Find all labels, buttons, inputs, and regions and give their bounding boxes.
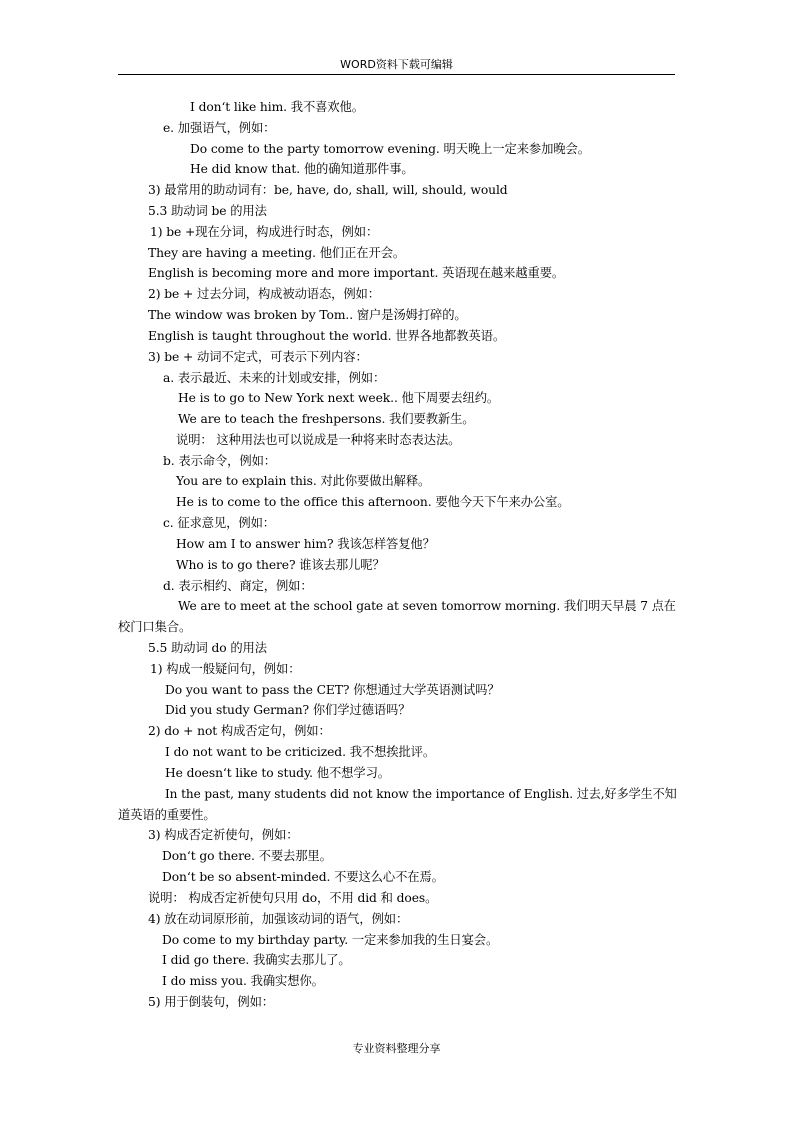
text-line: a. 表示最近、未来的计划或安排，例如： bbox=[163, 371, 386, 385]
page-footer: 专业资料整理分享 bbox=[352, 1042, 441, 1055]
text-line: Don‘t go there. 不要去那里。 bbox=[162, 849, 332, 863]
text-line: They are having a meeting. 他们正在开会。 bbox=[148, 246, 406, 260]
text-line: 校门口集合。 bbox=[118, 620, 192, 634]
text-line: 3) 构成否定祈使句，例如： bbox=[148, 828, 299, 842]
section-heading: 5.3 助动词 be 的用法 bbox=[148, 204, 267, 218]
text-line: Did you study German? 你们学过德语吗？ bbox=[165, 703, 411, 717]
text-line: 道英语的重要性。 bbox=[118, 808, 216, 822]
text-line: 1) be +现在分词，构成进行时态，例如： bbox=[150, 225, 379, 239]
text-line: 4) 放在动词原形前，加强该动词的语气，例如： bbox=[148, 912, 409, 926]
text-line: I did go there. 我确实去那儿了。 bbox=[162, 953, 351, 967]
text-line: Do you want to pass the CET? 你想通过大学英语测试吗？ bbox=[165, 683, 500, 697]
text-line: I don‘t like him. 我不喜欢他。 bbox=[190, 100, 364, 114]
text-line: English is becoming more and more important. 英语现在越来越重要。 bbox=[148, 266, 565, 280]
text-line: In the past, many students did not know the importance of English. 过去,好多学生不知 bbox=[165, 787, 677, 801]
text-line: c. 征求意见，例如： bbox=[163, 516, 275, 530]
text-line: You are to explain this. 对此你要做出解释。 bbox=[176, 474, 431, 488]
text-line: English is taught throughout the world. 世界各地都教英语。 bbox=[148, 329, 506, 343]
text-line: Do come to my birthday party. 一定来参加我的生日宴会。 bbox=[162, 933, 499, 947]
text-line: He is to go to New York next week.. 他下周要去纽约。 bbox=[178, 391, 500, 405]
text-line: I do miss you. 我确实想你。 bbox=[162, 974, 324, 988]
text-line: 2) be + 过去分词，构成被动语态，例如： bbox=[148, 287, 380, 301]
page-header: WORD资料下载可编辑 bbox=[340, 58, 453, 71]
text-line: I do not want to be criticized. 我不想挨批评。 bbox=[165, 745, 436, 759]
text-line: 说明： 这种用法也可以说成是一种将来时态表达法。 bbox=[176, 433, 461, 447]
text-line: We are to meet at the school gate at seven tomorrow morning. 我们明天早晨 7 点在 bbox=[178, 599, 676, 613]
text-line: d. 表示相约、商定，例如： bbox=[163, 579, 313, 593]
text-line: 2) do + not 构成否定句，例如： bbox=[148, 724, 331, 738]
text-line: 3) be + 动词不定式，可表示下列内容： bbox=[148, 350, 368, 364]
text-line: He is to come to the office this afternoon. 要他今天下午来办公室。 bbox=[176, 495, 570, 509]
section-heading: 5.5 助动词 do 的用法 bbox=[148, 641, 267, 655]
text-line: e. 加强语气，例如： bbox=[163, 121, 276, 135]
text-line: Don‘t be so absent-minded. 不要这么心不在焉。 bbox=[162, 870, 444, 884]
text-line: Who is to go there? 谁该去那儿呢？ bbox=[176, 558, 385, 572]
text-line: b. 表示命令，例如： bbox=[163, 454, 276, 468]
text-line: 说明： 构成否定祈使句只用 do，不用 did 和 does。 bbox=[148, 891, 438, 905]
text-line: 5) 用于倒装句，例如： bbox=[148, 995, 275, 1009]
text-line: We are to teach the freshpersons. 我们要教新生。 bbox=[178, 412, 475, 426]
text-line: He doesn‘t like to study. 他不想学习。 bbox=[165, 766, 390, 780]
text-line: 1) 构成一般疑问句，例如： bbox=[150, 662, 301, 676]
text-line: The window was broken by Tom.. 窗户是汤姆打碎的。 bbox=[148, 308, 467, 322]
text-line: Do come to the party tomorrow evening. 明天晚上一定来参加晚会。 bbox=[190, 142, 590, 156]
text-line: How am I to answer him? 我该怎样答复他？ bbox=[176, 537, 435, 551]
text-line: He did know that. 他的确知道那件事。 bbox=[190, 162, 414, 176]
text-line: 3) 最常用的助动词有：be, have, do, shall, will, should, would bbox=[148, 183, 508, 197]
